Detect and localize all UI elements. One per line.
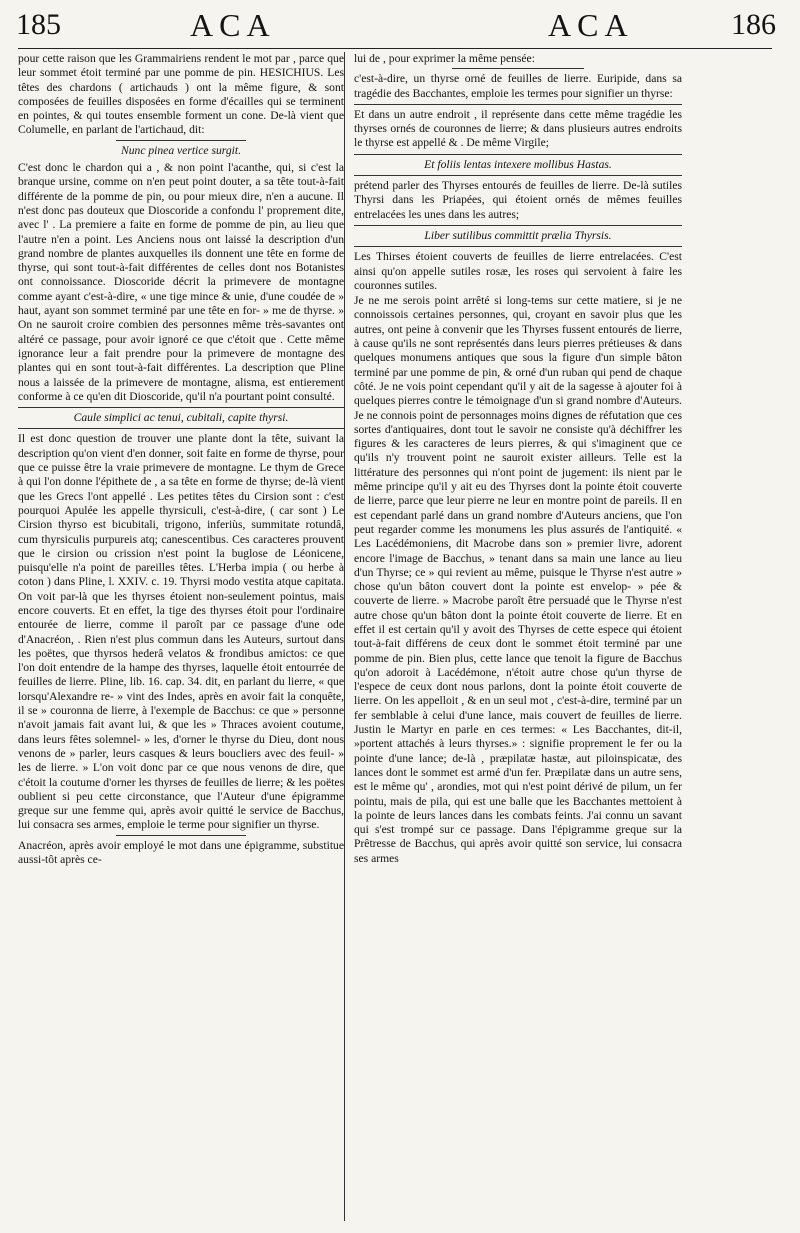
latin-quote: Et foliis lentas intexere mollibus Hastas. bbox=[424, 157, 612, 171]
right-column bbox=[354, 52, 682, 1222]
right-page-number: 186 bbox=[731, 8, 776, 41]
left-running-title: ACA bbox=[190, 7, 276, 43]
quote-rule bbox=[354, 104, 682, 105]
quote-rule bbox=[354, 225, 682, 226]
greek-verse-rule bbox=[452, 68, 583, 69]
latin-quote: Caule simplici ac tenui, cubitali, capite thyrsi. bbox=[73, 411, 289, 425]
latin-quote: Nunc pinea vertice surgit. bbox=[121, 143, 241, 157]
quote-rule bbox=[354, 246, 682, 247]
column-divider bbox=[344, 52, 345, 1221]
right-running-title: ACA bbox=[548, 7, 634, 43]
left-column bbox=[18, 52, 344, 1222]
paragraph: prétend parler des Thyrses entourés de feuilles de lierre. De-là sutiles Thyrsi dans les Priapées, qui étoient ornés de mêmes feuilles entrelacées les unes dans les autres; bbox=[354, 179, 682, 221]
left-page-number: 185 bbox=[16, 8, 61, 41]
greek-verse-rule bbox=[116, 835, 246, 836]
quote-rule bbox=[354, 175, 682, 176]
paragraph: Anacréon, après avoir employé le mot dans une épigramme, substitue aussi-tôt après ce- bbox=[18, 838, 344, 867]
header-rule bbox=[18, 48, 772, 49]
paragraph: lui de , pour exprimer la même pensée: bbox=[354, 52, 535, 65]
paragraph: pour cette raison que les Grammairiens rendent le mot par , parce que leur sommet étoit terminé par une pomme de pin. HESICHIUS. Les têtes des chardons ( artichauds ) ont la même figure, & sont composées de feuilles disposées en forme d'écailles qui se terminent en pointes, & qui toutes ensemble forment un cone. De-là vient que Columelle, en parlant de l'artichaud, dit: bbox=[18, 52, 344, 137]
paragraph: Il est donc question de trouver une plante dont la tête, suivant la description qu'on vient d'en donner, soit faite en forme de thyrse, pour que ce puisse être la vraie primevere de montagne. Le thym de Grece à qui l'on donne l'épithete de , a sa tête en forme de thyrse; de-là vient que les Grecs l'ont appellé . Les petites têtes du Cirsion sont : c'est pourquoi Apulée les appelle thyrsiculi, c'est-à-dire, ( car sont ) Le Cirsion thyrso est bicubitali, trigono, inferiùs, summitate rotundâ, cum thyrsiculis purpureis atq; canescentibus. Ces caracteres prouvent que le cirsion ou crission n'est point la buglose de Léonicene, puisqu'elle n'a point de pareilles têtes. L'Herba impia ( ou herbe à coton ) dans Pline, l. XXIV. c. 19. Thyrsi modo vestita atque capitata. On voit par-là que les thyrses étoient non-seulement pointus, mais encore couverts. Et en effet, la tige des thyrses étoit pour l'ordinaire entourée de lierre, comme il paroît par ce passage d'une ode d'Anacréon, . Rien n'est plus commun dans les Auteurs, surtout dans les poëtes, que thyrsos hederâ velatos & frondibus amictos: ce que l'on doit entendre de la hampe des thyrses, laquelle étoit entourrée de feuilles de lierre. Pline, lib. 16. cap. 34. dit, en parlant du lierre, « que lorsqu'Alexandre re- » vint des Indes, après en avoir fait la conquête, il se » couronna de lierre, à l'exemple de Bacchus: ce que » personne n'avoit jamais fait avant lui, & que les » Thraces avoient coutume, dans leurs fêtes solemnel- » les, d'orner le thyrse du Dieu, dont nous venons de » parler, leurs casques & leurs boucliers avec des feuil- » les de lierre. » L'on voit donc par ce que nous venons de dire, que c'étoit la coutume d'orner les thyrses de feuilles de lierre; & les poëtes oublient si peu cette circonstance, que l'Auteur d'une épigramme greque sur une femme qui, après avoir quitté le service de Bacchus, lui consacra ses armes, emploie le terme pour signifier un thyrse. bbox=[18, 432, 344, 832]
paragraph: Je ne me serois point arrêté si long-tems sur cette matiere, si je ne connoissois certaines personnes, qui, croyant en savoir plus que les autres, ont peine à convenir que les Thyrses fussent entourés de lierre, à cause qu'ils ne sont représentés dans leurs pierres prétieuses & dans quelques monumens antiques que sous la figure d'un simple bâton terminé par une pomme de pin, & orné d'un ruban qui pend de chaque côté. Je ne vois point cependant qu'il y ait de la sagesse à ajouter foi à quelques pierres contre le témoignage d'un si grand nombre d'Auteurs. Je ne connois point de personnages moins dignes de réfutation que ces sortes d'antiquaires, dont tout le savoir ne consiste qu'à déchiffrer les figures & les caracteres de leurs pierres, & qui s'imaginent que ce qu'ils n'y trouvent point ne sauroit exister ailleurs. Telle est la littérature des personnes qui n'ont point de jugement: ils nient par le même principe qu'il y ait eu des Thyrses dont la pointe étoit couverte de lierre, parce que leur pierre ne leur en montre point de pareils. Il en est cependant parlé dans un grand nombre d'Auteurs anciens, que l'on peut regarder comme les monumens les plus assurés de l'antiquité. « Les Lacédémoniens, dit Macrobe dans son » premier livre, adorent encore l'image de Bacchus, » tenant dans sa main une lance au lieu d'un Thyrse; ce » qui revient au même, puisque le Thyrse n'est autre » chose qu'un bâton couvert dont la pointe est envelop- » pée & couverte de lierre. » Macrobe paroît être persuadé que le Thyrse n'est autre chose qu'un bâton dont la pointe étoit couverte de lierre. Et en effet il est certain qu'il y avoit des Thyrses de cette espece qui étoient tout-à-fait différens de ceux dont le sommet étoit terminé par une pomme de pin. Bien plus, cette lance que tenoit la figure de Bacchus qu'on adoroit à Lacédémone, n'étoit autre chose qu'un thyrse de l'espece de ceux dont nous parlons, dont la pointe étoit couverte de lierre. On les appelloit , & en un seul mot , c'est-à-dire, terminé par un fer semblable à celui d'une lance, mais couvert de feuilles de lierre. Justin le Martyr en parle en ces termes: « Les Bacchantes, dit-il, »portent attachés à leurs thyrses.» : signifie proprement le fer ou la pointe d'une lance; de-là , præpilatæ hastæ, aut piloinspicatæ, des lances dont le sommet est armé d'un fer. Præpilatæ dans un autre sens, est le même qu' , arondies, mot qui n'est point dérivé de pilum, un fer pointu, mais de pila, qui est une balle que les Bacchantes mettoient à la pointe de leurs lances dans les combats feints. J'ai connu un savant qui s'est trompé sur ce passage. Dans l'épigramme greque sur la Prêtresse de Bacchus, qui après avoir quitté son service, lui consacra ses armes bbox=[354, 294, 682, 865]
paragraph: c'est-à-dire, un thyrse orné de feuilles de lierre. Euripide, dans sa tragédie des Bacchantes, emploie les termes pour signifier un thyrse: bbox=[354, 72, 682, 100]
quote-rule bbox=[18, 428, 344, 429]
latin-quote: Liber sutilibus committit prælia Thyrsis. bbox=[424, 228, 612, 242]
paragraph: C'est donc le chardon qui a , & non point l'acanthe, qui, si c'est la branque ursine, comme on n'en peut point douter, a sa tête tout-à-fait différente de la pomme de pin, ou pour mieux dire, n'en a aucune. Il n'est donc pas douteux que Dioscoride a confondu l' proprement dite, avec l' . La premiere a faite en forme de pomme de pin, au lieu que l'autre n'en a point. Les Anciens nous ont laissé la description d'un grand nombre de plantes auxquelles ils donnent une tête en forme de thyrse, qui sont tout-à-fait différentes de celles dont nos Botanistes ont connoissance. Dioscoride décrit la primevere de montagne comme ayant c'est-à-dire, « une tige mince & unie, d'une coudée de » haut, ayant son sommet terminé par une tête en for- » me de thyrse. » On ne sauroit croire combien des personnes même très-savantes ont altéré ce passage, pour avoir ignoré ce que c'étoit que . Cette même ignorance leur a fait prendre pour la primevere de montagne des plantes qui en sont tout-à-fait différentes. La description que Pline nous a laissée de la primevere de montagne, alisma, est entierement conforme à ce qu'en dit Dioscoride, qu'il n'a pourtant point consulté. bbox=[18, 161, 344, 403]
running-header bbox=[0, 0, 800, 52]
paragraph: Les Thirses étoient couverts de feuilles de lierre entrelacées. C'est ainsi qu'on appelle sutiles rosæ, les roses qui servoient à faire les couronnes sutiles. bbox=[354, 250, 682, 292]
quote-rule bbox=[354, 154, 682, 155]
quote-rule bbox=[116, 140, 246, 141]
quote-rule bbox=[18, 407, 344, 408]
paragraph: Et dans un autre endroit , il représente dans cette même tragédie les thyrses ornés de couronnes de lierre; & dans plusieurs autres endroits le thyrse est appellé & . De même Virgile; bbox=[354, 107, 682, 150]
